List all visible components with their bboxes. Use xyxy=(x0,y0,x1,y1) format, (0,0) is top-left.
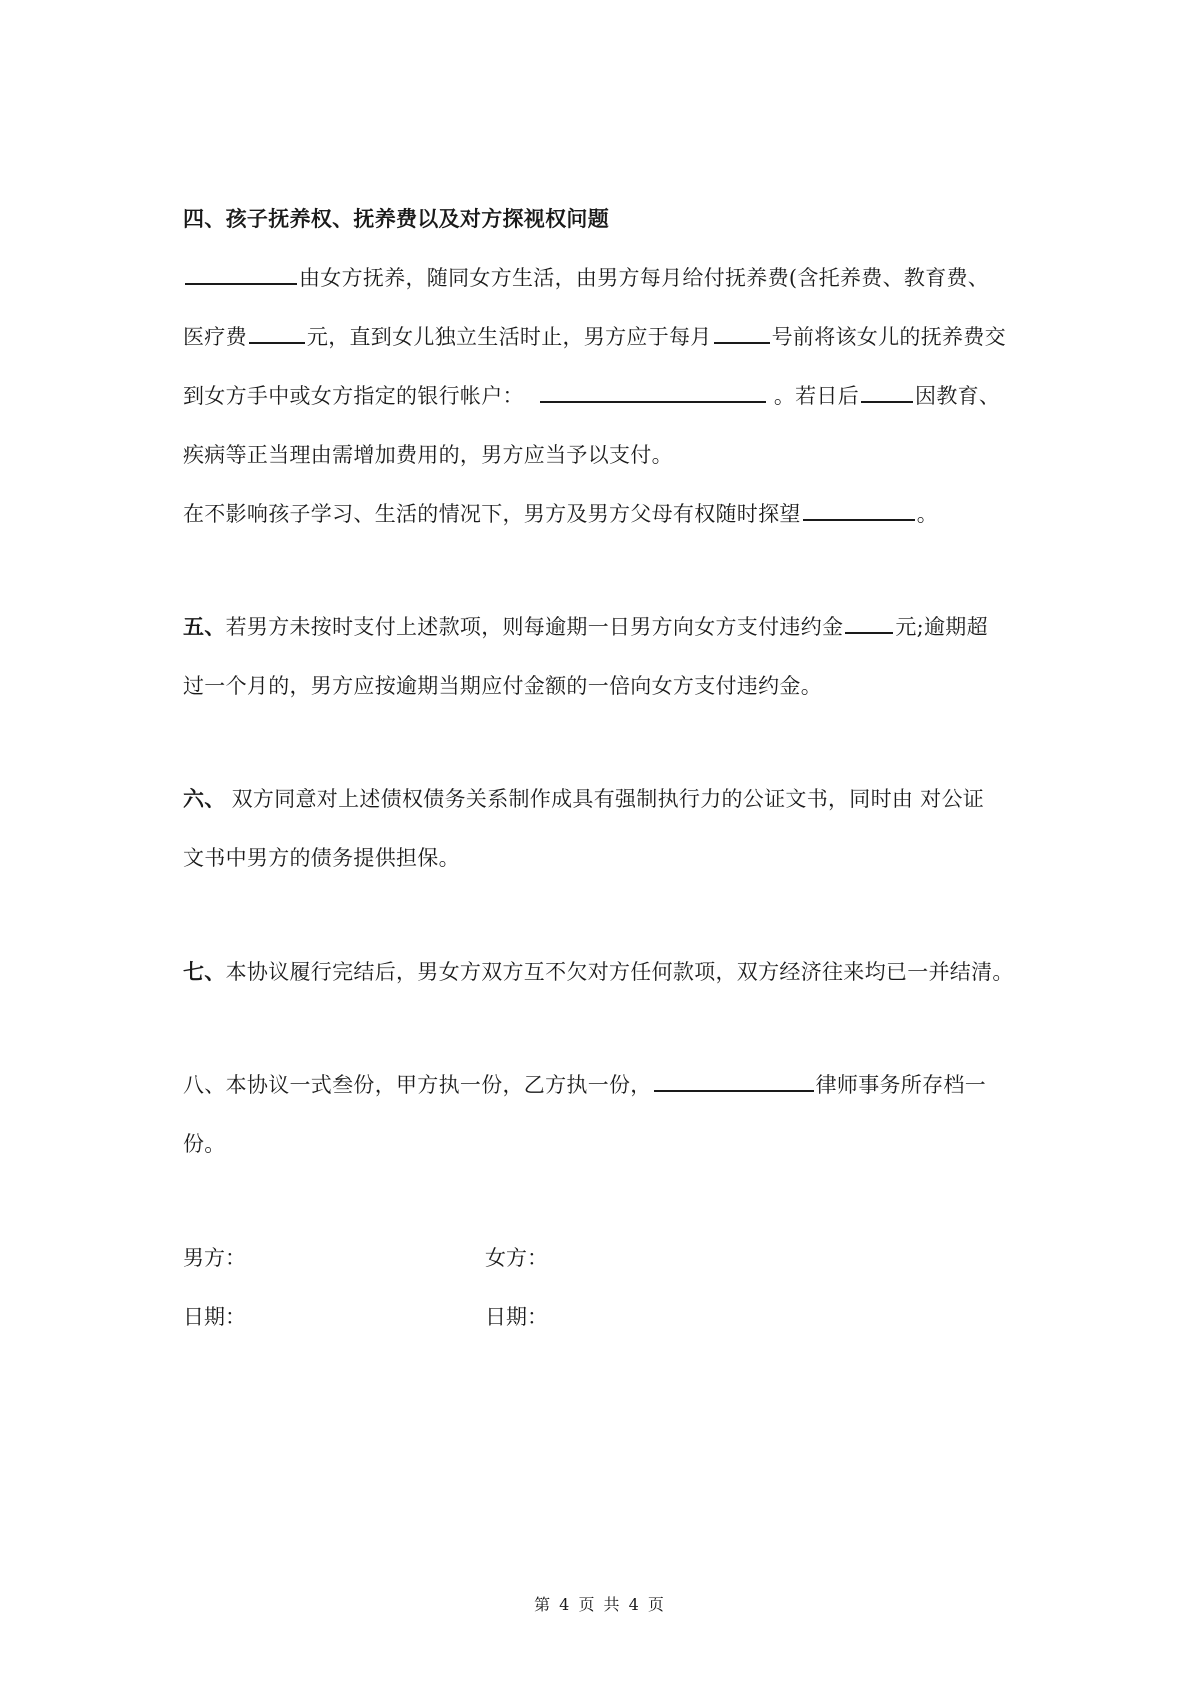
visit-child-blank xyxy=(803,499,915,521)
section4-line1: 由女方抚养，随同女方生活，由男方每月给付抚养费(含托养费、教育费、 xyxy=(183,263,989,293)
section4-line4: 疾病等正当理由需增加费用的，男方应当予以支付。 xyxy=(183,443,673,467)
female-signature-label: 女方： xyxy=(485,1246,548,1270)
section4-line3: 到女方手中或女方指定的银行帐户： 。若日后 因教育、 xyxy=(183,381,1000,411)
male-signature-label: 男方： xyxy=(183,1246,246,1270)
child-name-blank xyxy=(185,263,297,285)
bank-account-blank xyxy=(540,381,766,403)
section7-line1: 七、本协议履行完结后，男女方双方互不欠对方任何款项，双方经济往来均已一并结清。 xyxy=(183,959,1014,984)
payment-day-blank xyxy=(714,322,770,344)
law-firm-blank xyxy=(654,1070,814,1092)
section5-line2: 过一个月的，男方应按逾期当期应付金额的一倍向女方支付违约金。 xyxy=(183,674,822,698)
section6-line1: 六、 双方同意对上述债权债务关系制作成具有强制执行力的公证文书，同时由 对公证 xyxy=(183,786,985,811)
section8-line1: 八、本协议一式叁份，甲方执一份，乙方执一份， 律师事务所存档一 xyxy=(183,1070,986,1100)
child-name-blank-2 xyxy=(861,381,913,403)
male-date-label: 日期： xyxy=(183,1305,246,1329)
section4-line5: 在不影响孩子学习、生活的情况下，男方及男方父母有权随时探望 。 xyxy=(183,499,938,529)
page-number: 第 4 页 共 4 页 xyxy=(534,1595,666,1614)
section5-line1: 五、若男方未按时支付上述款项，则每逾期一日男方向女方支付违约金 元;逾期超 xyxy=(183,614,988,639)
section4-line2: 医疗费 元，直到女儿独立生活时止，男方应于每月 号前将该女儿的抚养费交 xyxy=(183,322,1006,352)
fee-amount-blank xyxy=(249,322,305,344)
female-date-label: 日期： xyxy=(485,1305,548,1329)
penalty-amount-blank xyxy=(845,612,893,634)
section8-line2: 份。 xyxy=(183,1132,226,1156)
section4-heading: 四、孩子抚养权、抚养费以及对方探视权问题 xyxy=(183,206,609,231)
section6-line2: 文书中男方的债务提供担保。 xyxy=(183,846,460,870)
